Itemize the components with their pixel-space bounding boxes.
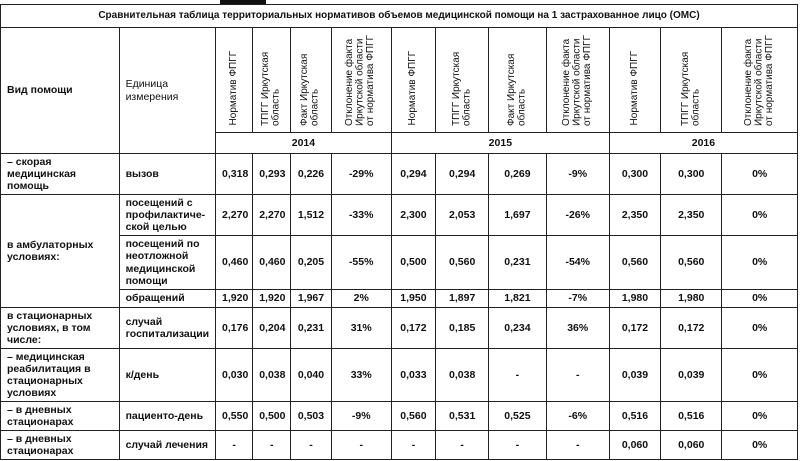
cell: - — [216, 431, 253, 460]
table-row — [1, 154, 798, 195]
cell: 0,460 — [216, 236, 253, 289]
cell: - — [391, 431, 435, 460]
cell: 0,500 — [391, 236, 435, 289]
cell: - — [489, 431, 546, 460]
cell: 0,038 — [436, 348, 489, 401]
row-label: – в дневных стационарах — [1, 402, 120, 431]
cell: 0,516 — [661, 402, 722, 431]
cell: 0,030 — [216, 348, 253, 401]
cell: 0,560 — [609, 236, 660, 289]
table-title: Сравнительная таблица территориальных нормативов объемов медицинской помощи на 1 застрахованное лицо (ОМС) — [1, 5, 798, 28]
header-col-label: Факт Иркутская область — [299, 53, 321, 126]
table-row — [1, 348, 798, 401]
year-label: 2014 — [216, 133, 392, 154]
cell: 0,039 — [661, 348, 722, 401]
cell: 0,060 — [661, 431, 722, 460]
cell: -33% — [331, 195, 391, 236]
cell: 0,560 — [391, 402, 435, 431]
cell: 0,185 — [436, 307, 489, 348]
cell: 0,226 — [291, 154, 331, 195]
cell: - — [489, 348, 546, 401]
header-col-label: Отклонение факта Иркутской области от норматива ФПГГ — [742, 35, 775, 126]
row-unit: случай госпитализации — [119, 307, 215, 348]
cell: 0,294 — [391, 154, 435, 195]
header-col — [489, 28, 546, 133]
header-col — [216, 28, 253, 133]
header-col-label: Норматив ФПГГ — [227, 51, 239, 126]
cell: 1,920 — [253, 289, 291, 307]
header-col-label: Норматив ФПГГ — [628, 51, 640, 126]
header-col-label: ТПГГ Иркутская область — [450, 51, 473, 126]
row-unit: вызов — [119, 154, 215, 195]
table-row — [1, 307, 798, 348]
cell: 0,503 — [291, 402, 331, 431]
cell: 0,231 — [291, 307, 331, 348]
cell: 1,821 — [489, 289, 546, 307]
table-row — [1, 236, 798, 289]
cell: 33% — [331, 348, 391, 401]
table-row — [1, 289, 798, 307]
row-unit: посещений по неотложной медицинской помощи — [119, 236, 215, 289]
cell: 31% — [331, 307, 391, 348]
cell: 1,980 — [661, 289, 722, 307]
title-row — [1, 5, 798, 28]
cell: 2% — [331, 289, 391, 307]
cell: 0,294 — [436, 154, 489, 195]
cell: 0,318 — [216, 154, 253, 195]
header-col-label: Отклонение факта Иркутской области от норматива ФПГГ — [344, 35, 377, 126]
header-col-label: Норматив ФПГГ — [407, 51, 419, 126]
header-unit: Единица измерения — [119, 28, 215, 154]
row-unit: обращений — [119, 289, 215, 307]
row-unit: к/день — [119, 348, 215, 401]
header-col — [291, 28, 331, 133]
cell: 0,516 — [609, 402, 660, 431]
cell: 0% — [722, 402, 798, 431]
cell: 1,967 — [291, 289, 331, 307]
row-unit: пациенто-день — [119, 402, 215, 431]
cell: 2,270 — [253, 195, 291, 236]
cell: - — [546, 431, 609, 460]
cell: -55% — [331, 236, 391, 289]
cell: 0,269 — [489, 154, 546, 195]
table-row — [1, 402, 798, 431]
cell: 2,350 — [661, 195, 722, 236]
table-row — [1, 431, 798, 460]
cell: 0,531 — [436, 402, 489, 431]
cell: 1,980 — [609, 289, 660, 307]
cell: 0,039 — [609, 348, 660, 401]
cell: 1,920 — [216, 289, 253, 307]
cell: 0,172 — [609, 307, 660, 348]
cell: 0,231 — [489, 236, 546, 289]
cell: -6% — [546, 402, 609, 431]
header-row — [1, 28, 798, 133]
header-col — [253, 28, 291, 133]
cell: 0,204 — [253, 307, 291, 348]
cell: 2,053 — [436, 195, 489, 236]
cell: 0% — [722, 348, 798, 401]
cell: 36% — [546, 307, 609, 348]
header-col — [722, 28, 798, 133]
cell: 2,300 — [391, 195, 435, 236]
row-unit: посещений с профилактиче-ской целью — [119, 195, 215, 236]
cell: 0,560 — [436, 236, 489, 289]
cell: 2,270 — [216, 195, 253, 236]
cell: 0,500 — [253, 402, 291, 431]
row-label: – скорая медицинская помощь — [1, 154, 120, 195]
header-col — [609, 28, 660, 133]
cell: - — [291, 431, 331, 460]
cell: 0% — [722, 236, 798, 289]
table-row — [1, 195, 798, 236]
cell: 2,350 — [609, 195, 660, 236]
row-label: – медицинская реабилитация в стационарных условиях — [1, 348, 120, 401]
cell: - — [436, 431, 489, 460]
cell: - — [253, 431, 291, 460]
cell: 0,040 — [291, 348, 331, 401]
cell: 0,300 — [661, 154, 722, 195]
header-col-label: Отклонение факта Иркутской области от норматива ФПГГ — [560, 35, 593, 126]
comparison-table — [0, 4, 798, 460]
header-type: Вид помощи — [1, 28, 120, 154]
cell: 1,897 — [436, 289, 489, 307]
cell: - — [331, 431, 391, 460]
header-col — [391, 28, 435, 133]
cell: 0,560 — [661, 236, 722, 289]
cell: 0% — [722, 431, 798, 460]
header-col-label: ТПГГ Иркутская область — [260, 51, 282, 126]
year-label: 2015 — [391, 133, 609, 154]
cell: 0% — [722, 307, 798, 348]
cell: 0,205 — [291, 236, 331, 289]
row-label: – в дневных стационарах — [1, 431, 120, 460]
cell: -29% — [331, 154, 391, 195]
cell: 0% — [722, 195, 798, 236]
cell: 0,172 — [661, 307, 722, 348]
cell: 1,950 — [391, 289, 435, 307]
cell: 0,300 — [609, 154, 660, 195]
cell: 0,234 — [489, 307, 546, 348]
cell: 1,697 — [489, 195, 546, 236]
cell: 0% — [722, 289, 798, 307]
cell: -26% — [546, 195, 609, 236]
header-col — [661, 28, 722, 133]
row-label: в амбулаторных условиях: — [1, 195, 120, 307]
header-col — [436, 28, 489, 133]
row-label: в стационарных условиях, в том числе: — [1, 307, 120, 348]
header-col-label: Факт Иркутская область — [505, 53, 528, 126]
cell: 0,293 — [253, 154, 291, 195]
header-col — [331, 28, 391, 133]
cell: 0,033 — [391, 348, 435, 401]
cell: 0% — [722, 154, 798, 195]
cell: 0,525 — [489, 402, 546, 431]
cell: 0,550 — [216, 402, 253, 431]
cell: -54% — [546, 236, 609, 289]
cell: 0,060 — [609, 431, 660, 460]
cell: -7% — [546, 289, 609, 307]
cell: 1,512 — [291, 195, 331, 236]
header-col — [546, 28, 609, 133]
cell: 0,460 — [253, 236, 291, 289]
cell: 0,176 — [216, 307, 253, 348]
header-col-label: ТПГГ Иркутская область — [679, 51, 702, 126]
cell: -9% — [546, 154, 609, 195]
cell: -9% — [331, 402, 391, 431]
cell: 0,038 — [253, 348, 291, 401]
year-label: 2016 — [609, 133, 797, 154]
cell: - — [546, 348, 609, 401]
cell: 0,172 — [391, 307, 435, 348]
row-unit: случай лечения — [119, 431, 215, 460]
